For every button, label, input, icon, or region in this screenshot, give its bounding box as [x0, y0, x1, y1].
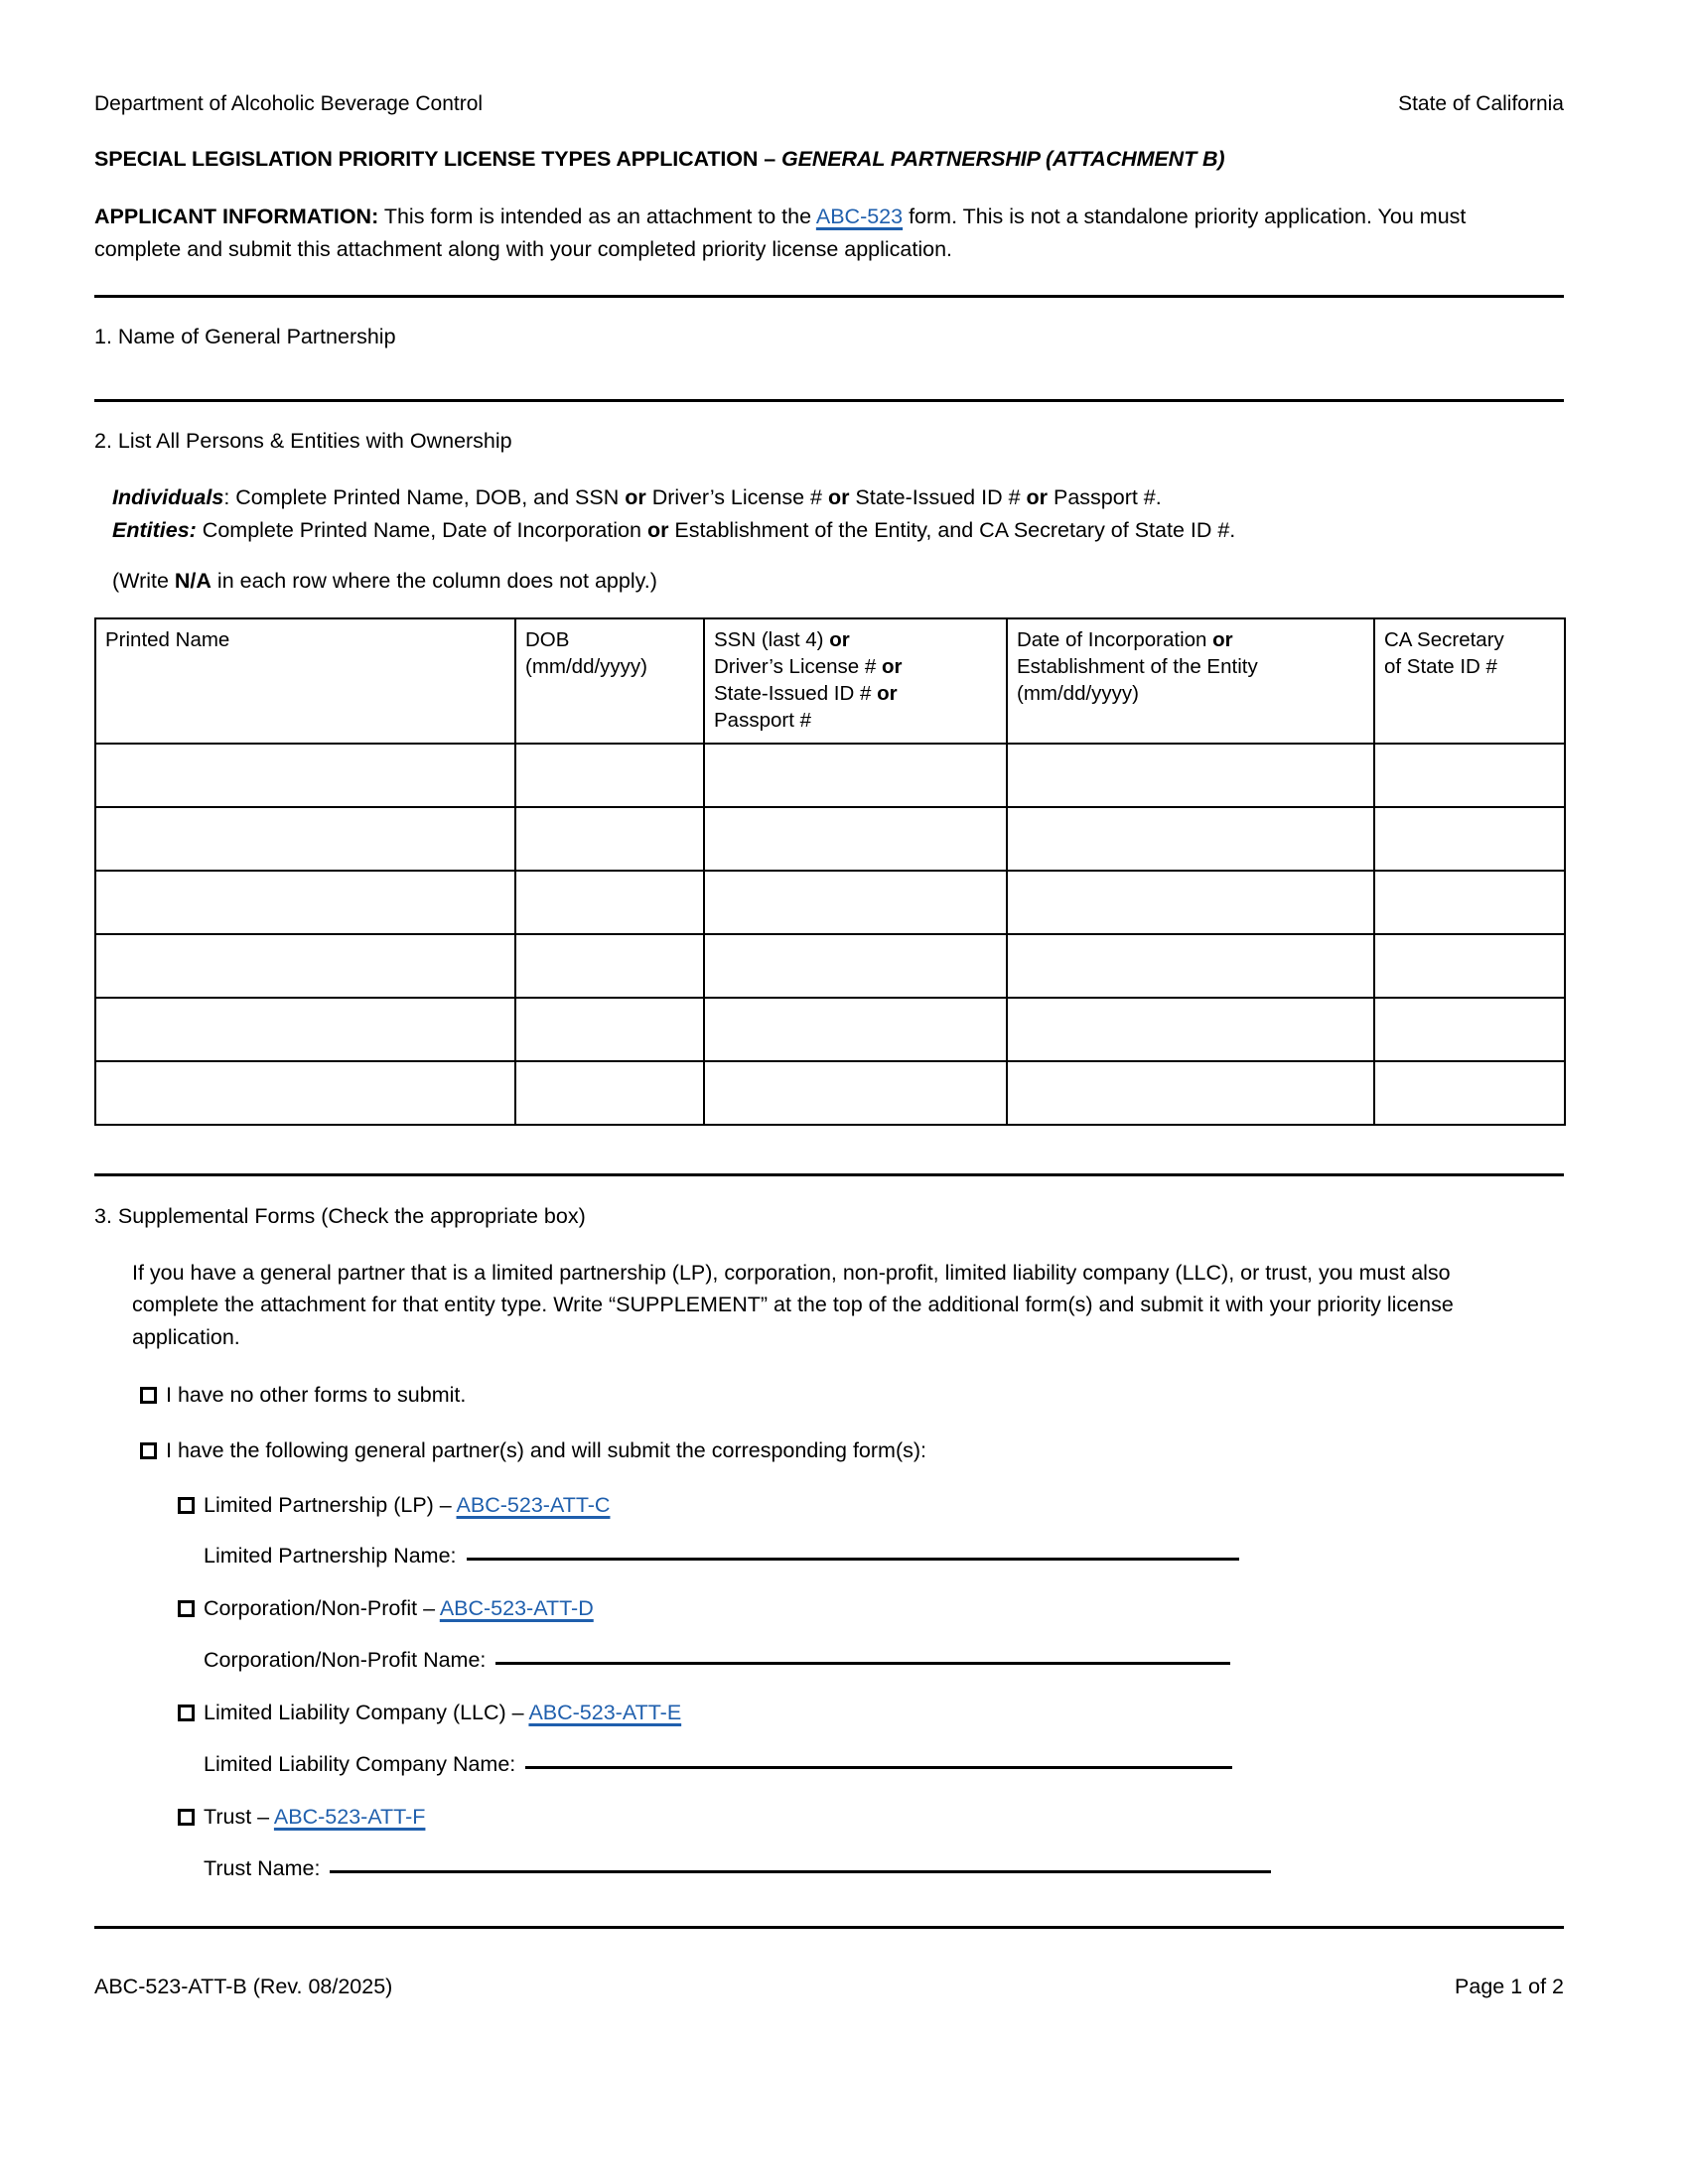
cell-dob[interactable] — [515, 1061, 704, 1125]
cell-printed-name[interactable] — [95, 871, 515, 934]
cell-ca-sos-id[interactable] — [1374, 744, 1565, 807]
column-header-date-incorporation — [1007, 618, 1374, 744]
entities-text-2: Establishment of the Entity, and CA Secretary of State ID #. — [668, 517, 1236, 542]
page-content — [94, 0, 1564, 1999]
document-footer — [94, 1975, 1564, 1999]
checkbox-label-corporation-nonprofit — [204, 1595, 594, 1623]
na-note-before: (Write — [112, 568, 175, 593]
column-header-line: CA Secretary — [1384, 627, 1504, 651]
checkbox-icon[interactable] — [178, 1705, 195, 1721]
name-label-trust: Trust Name: — [204, 1856, 321, 1881]
individuals-text-1: : Complete Printed Name, DOB, and SSN — [223, 485, 626, 510]
section-3-paragraph: If you have a general partner that is a limited partnership (LP), corporation, non-profit, limited liability company (LLC), or trust, you must also complete the attachment for that entity type. Write “SUPPLEMENT” at the top of the additional form(s) and submit it with your priority license application. — [132, 1260, 1454, 1349]
department-name: Department of Alcoholic Beverage Control — [94, 92, 484, 115]
cell-ca-sos-id[interactable] — [1374, 871, 1565, 934]
state-name: State of California — [1398, 92, 1564, 115]
abc-523-att-d-link[interactable]: ABC-523-ATT-D — [439, 1596, 594, 1621]
applicant-info-text-before: This form is intended as an attachment to the — [378, 205, 816, 229]
applicant-information-heading: APPLICANT INFORMATION: — [94, 205, 379, 229]
individuals-text-4: Passport #. — [1048, 485, 1162, 510]
cell-printed-name[interactable] — [95, 998, 515, 1061]
entities-text-1: Complete Printed Name, Date of Incorporation — [196, 517, 647, 542]
section-1-label: 1. Name of General Partnership — [94, 325, 396, 349]
cell-printed-name[interactable] — [95, 807, 515, 871]
cell-ca-sos-id[interactable] — [1374, 998, 1565, 1061]
column-header-line: Establishment of the Entity — [1017, 654, 1258, 678]
cell-date-incorporation[interactable] — [1007, 871, 1374, 934]
checkbox-icon[interactable] — [140, 1442, 157, 1459]
table-row[interactable] — [95, 934, 1565, 998]
table-row[interactable] — [95, 998, 1565, 1061]
cell-dob[interactable] — [515, 934, 704, 998]
page-title — [94, 146, 1564, 173]
column-header-dob — [515, 618, 704, 744]
checkbox-icon[interactable] — [178, 1600, 195, 1617]
table-row[interactable] — [95, 744, 1565, 807]
cell-ssn-id[interactable] — [704, 998, 1007, 1061]
cell-ssn-id[interactable] — [704, 1061, 1007, 1125]
entity-option-text: Limited Partnership (LP) – — [204, 1492, 457, 1517]
cell-printed-name[interactable] — [95, 1061, 515, 1125]
page-title-italic: GENERAL PARTNERSHIP (ATTACHMENT B) — [780, 147, 1225, 172]
entities-or-1: or — [646, 517, 669, 542]
column-header-ssn-id — [704, 618, 1007, 744]
abc-523-att-c-link[interactable]: ABC-523-ATT-C — [456, 1492, 611, 1517]
cell-ssn-id[interactable] — [704, 934, 1007, 998]
name-row-limited-liability-company — [204, 1752, 1564, 1777]
individuals-text-3: State-Issued ID # — [849, 485, 1027, 510]
checkbox-row-limited-liability-company[interactable] — [178, 1700, 1564, 1727]
column-header-line: Printed Name — [105, 627, 230, 651]
section-3-label: 3. Supplemental Forms (Check the appropriate box) — [94, 1203, 586, 1228]
abc-523-link[interactable]: ABC-523 — [815, 205, 904, 229]
table-row[interactable] — [95, 807, 1565, 871]
cell-ca-sos-id[interactable] — [1374, 807, 1565, 871]
cell-ca-sos-id[interactable] — [1374, 934, 1565, 998]
na-note-bold: N/A — [174, 568, 211, 593]
column-header-line: State-Issued ID # or — [714, 681, 898, 705]
cell-ssn-id[interactable] — [704, 744, 1007, 807]
entities-lead: Entities: — [112, 517, 197, 542]
name-input-limited-liability-company[interactable] — [525, 1765, 1232, 1769]
cell-date-incorporation[interactable] — [1007, 1061, 1374, 1125]
individuals-or-1: or — [625, 485, 646, 510]
checkbox-row-no-other-forms[interactable] — [140, 1382, 1564, 1410]
individuals-instruction — [112, 481, 1564, 513]
section-2-na-note — [94, 568, 1564, 596]
column-header-line: Date of Incorporation or — [1017, 627, 1233, 651]
section-2-instructions — [94, 481, 1564, 546]
cell-ssn-id[interactable] — [704, 871, 1007, 934]
cell-date-incorporation[interactable] — [1007, 934, 1374, 998]
column-header-line: SSN (last 4) or — [714, 627, 850, 651]
name-input-corporation-nonprofit[interactable] — [495, 1661, 1230, 1665]
table-row[interactable] — [95, 1061, 1565, 1125]
entity-option-text: Corporation/Non-Profit – — [204, 1596, 440, 1621]
cell-date-incorporation[interactable] — [1007, 807, 1374, 871]
entities-instruction — [112, 514, 1564, 546]
footer-form-id: ABC-523-ATT-B (Rev. 08/2025) — [94, 1975, 393, 1999]
column-header-line: (mm/dd/yyyy) — [525, 654, 647, 678]
name-input-trust[interactable] — [330, 1869, 1271, 1873]
checkbox-label-trust — [204, 1804, 425, 1832]
individuals-or-2: or — [827, 485, 850, 510]
applicant-information-paragraph — [94, 201, 1504, 265]
cell-ssn-id[interactable] — [704, 807, 1007, 871]
cell-date-incorporation[interactable] — [1007, 998, 1374, 1061]
cell-date-incorporation[interactable] — [1007, 744, 1374, 807]
divider-above-footer — [94, 1926, 1564, 1929]
abc-523-att-e-link[interactable]: ABC-523-ATT-E — [528, 1701, 682, 1725]
cell-printed-name[interactable] — [95, 744, 515, 807]
checkbox-row-trust[interactable] — [178, 1804, 1564, 1832]
name-label-limited-partnership: Limited Partnership Name: — [204, 1544, 457, 1569]
cell-ca-sos-id[interactable] — [1374, 1061, 1565, 1125]
checkbox-icon[interactable] — [178, 1809, 195, 1826]
checkbox-label-following-partners: I have the following general partner(s) and will submit the corresponding form(s): — [166, 1437, 927, 1462]
name-row-limited-partnership — [204, 1544, 1564, 1569]
checkbox-row-corporation-nonprofit[interactable] — [178, 1595, 1564, 1623]
checkbox-icon[interactable] — [178, 1497, 195, 1514]
column-header-line: DOB — [525, 627, 570, 651]
document-header — [94, 0, 1564, 116]
name-row-corporation-nonprofit — [204, 1648, 1564, 1673]
checkbox-row-limited-partnership[interactable] — [178, 1492, 1564, 1520]
section-1-entry-space[interactable] — [94, 351, 1564, 399]
checkbox-row-following-partners[interactable] — [140, 1437, 1564, 1465]
name-input-limited-partnership[interactable] — [467, 1557, 1239, 1561]
table-row[interactable] — [95, 871, 1565, 934]
ownership-table-body — [95, 744, 1565, 1125]
cell-dob[interactable] — [515, 807, 704, 871]
cell-dob[interactable] — [515, 998, 704, 1061]
page-title-main: SPECIAL LEGISLATION PRIORITY LICENSE TYPES APPLICATION – — [94, 147, 781, 172]
column-header-printed-name — [95, 618, 515, 744]
entity-option-text: Trust – — [204, 1805, 274, 1830]
applicant-info-text-after: form. This is not a standalone priority application. You must complete and submit this attachment along with your completed priority license application. — [94, 205, 1467, 261]
cell-dob[interactable] — [515, 871, 704, 934]
column-header-line: Driver’s License # or — [714, 654, 903, 678]
checkbox-label-limited-partnership — [204, 1492, 610, 1520]
checkbox-icon[interactable] — [140, 1387, 157, 1404]
spacer-below-table — [94, 1126, 1564, 1173]
column-header-line: (mm/dd/yyyy) — [1017, 681, 1139, 705]
column-header-ca-sos-id — [1374, 618, 1565, 744]
individuals-or-3: or — [1026, 485, 1049, 510]
checkbox-label-no-other-forms: I have no other forms to submit. — [166, 1382, 467, 1407]
abc-523-att-f-link[interactable]: ABC-523-ATT-F — [273, 1805, 426, 1830]
checkbox-label-limited-liability-company — [204, 1700, 681, 1727]
column-header-line: Passport # — [714, 708, 811, 732]
name-label-corporation-nonprofit: Corporation/Non-Profit Name: — [204, 1648, 487, 1673]
table-header-row — [95, 618, 1565, 744]
na-note-after: in each row where the column does not apply.) — [211, 568, 657, 593]
column-header-line: of State ID # — [1384, 654, 1497, 678]
name-row-trust — [204, 1856, 1564, 1881]
ownership-table — [94, 617, 1566, 1126]
individuals-text-2: Driver’s License # — [645, 485, 828, 510]
section-2-label: 2. List All Persons & Entities with Ownership — [94, 429, 512, 454]
name-label-limited-liability-company: Limited Liability Company Name: — [204, 1752, 516, 1777]
cell-printed-name[interactable] — [95, 934, 515, 998]
cell-dob[interactable] — [515, 744, 704, 807]
entity-option-text: Limited Liability Company (LLC) – — [204, 1701, 529, 1725]
footer-page-number: Page 1 of 2 — [1455, 1975, 1564, 1999]
individuals-lead: Individuals — [112, 485, 224, 510]
